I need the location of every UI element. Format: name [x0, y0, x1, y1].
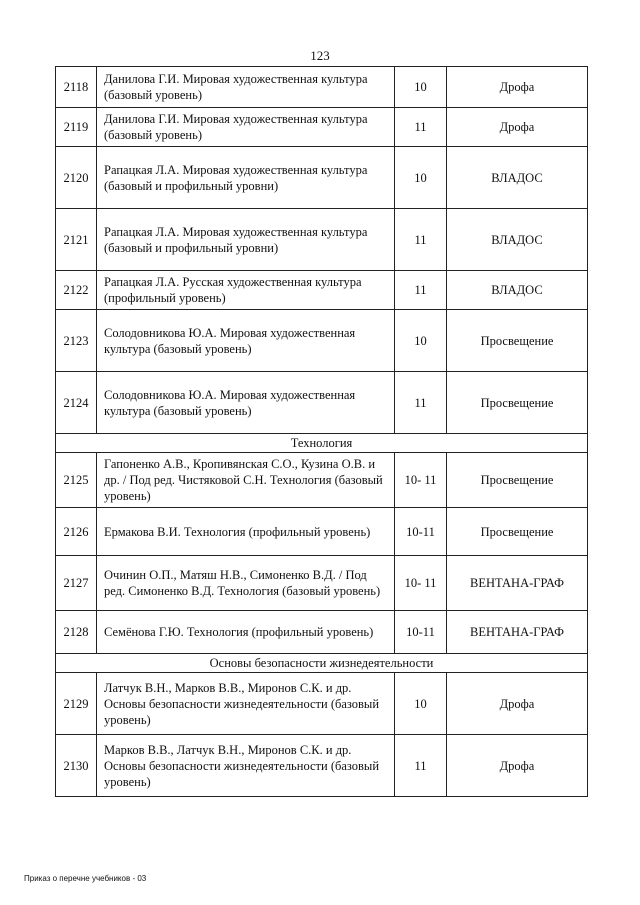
book-title-cell: Очинин О.П., Матяш Н.В., Симоненко В.Д. / Под ред. Симоненко В.Д. Технология (базовый уровень): [97, 556, 395, 611]
grade-cell: 11: [395, 209, 447, 271]
book-title-cell: Солодовникова Ю.А. Мировая художественная культура (базовый уровень): [97, 372, 395, 434]
row-number-cell: 2122: [56, 271, 97, 310]
row-number-cell: 2119: [56, 108, 97, 147]
publisher-cell: Дрофа: [447, 67, 588, 108]
table-row: [56, 508, 588, 556]
table-row: [56, 209, 588, 271]
publisher-cell: ВЕНТАНА-ГРАФ: [447, 556, 588, 611]
table-row: [56, 556, 588, 611]
table-row: [56, 67, 588, 108]
table-body: [56, 67, 588, 797]
page-number: 123: [310, 48, 330, 63]
section-heading: Технология: [56, 434, 588, 453]
grade-cell: 11: [395, 372, 447, 434]
table-row: [56, 310, 588, 372]
grade-cell: 11: [395, 735, 447, 797]
publisher-cell: ВЕНТАНА-ГРАФ: [447, 611, 588, 654]
grade-cell: 10: [395, 310, 447, 372]
publisher-cell: Дрофа: [447, 735, 588, 797]
table-row: [56, 673, 588, 735]
book-title-cell: Латчук В.Н., Марков В.В., Миронов С.К. и др. Основы безопасности жизнедеятельности (базовый уровень): [97, 673, 395, 735]
book-title-cell: Рапацкая Л.А. Мировая художественная культура (базовый и профильный уровни): [97, 209, 395, 271]
grade-cell: 10: [395, 67, 447, 108]
book-title-cell: Солодовникова Ю.А. Мировая художественная культура (базовый уровень): [97, 310, 395, 372]
publisher-cell: Просвещение: [447, 310, 588, 372]
book-title-cell: Марков В.В., Латчук В.Н., Миронов С.К. и др. Основы безопасности жизнедеятельности (базовый уровень): [97, 735, 395, 797]
table-row: [56, 735, 588, 797]
row-number-cell: 2123: [56, 310, 97, 372]
grade-cell: 10- 11: [395, 453, 447, 508]
publisher-cell: Просвещение: [447, 508, 588, 556]
textbook-table: [55, 66, 588, 797]
row-number-cell: 2125: [56, 453, 97, 508]
grade-cell: 11: [395, 271, 447, 310]
publisher-cell: ВЛАДОС: [447, 271, 588, 310]
grade-cell: 11: [395, 108, 447, 147]
row-number-cell: 2121: [56, 209, 97, 271]
book-title-cell: Гапоненко А.В., Кропивянская С.О., Кузина О.В. и др. / Под ред. Чистяковой С.Н. Технология (базовый уровень): [97, 453, 395, 508]
row-number-cell: 2128: [56, 611, 97, 654]
row-number-cell: 2118: [56, 67, 97, 108]
publisher-cell: Дрофа: [447, 108, 588, 147]
grade-cell: 10-11: [395, 611, 447, 654]
row-number-cell: 2127: [56, 556, 97, 611]
book-title-cell: Семёнова Г.Ю. Технология (профильный уровень): [97, 611, 395, 654]
table-row: [56, 108, 588, 147]
publisher-cell: Дрофа: [447, 673, 588, 735]
table-row: [56, 453, 588, 508]
section-heading: Основы безопасности жизнедеятельности: [56, 654, 588, 673]
row-number-cell: 2130: [56, 735, 97, 797]
section-row: [56, 434, 588, 453]
book-title-cell: Данилова Г.И. Мировая художественная культура (базовый уровень): [97, 108, 395, 147]
table-row: [56, 611, 588, 654]
row-number-cell: 2124: [56, 372, 97, 434]
publisher-cell: ВЛАДОС: [447, 209, 588, 271]
row-number-cell: 2126: [56, 508, 97, 556]
book-title-cell: Ермакова В.И. Технология (профильный уровень): [97, 508, 395, 556]
table-row: [56, 147, 588, 209]
table-row: [56, 372, 588, 434]
publisher-cell: Просвещение: [447, 453, 588, 508]
section-row: [56, 654, 588, 673]
row-number-cell: 2129: [56, 673, 97, 735]
table-row: [56, 271, 588, 310]
grade-cell: 10: [395, 147, 447, 209]
footer-text: Приказ о перечне учебников - 03: [24, 874, 147, 883]
grade-cell: 10: [395, 673, 447, 735]
book-title-cell: Рапацкая Л.А. Мировая художественная культура (базовый и профильный уровни): [97, 147, 395, 209]
book-title-cell: Рапацкая Л.А. Русская художественная культура (профильный уровень): [97, 271, 395, 310]
grade-cell: 10-11: [395, 508, 447, 556]
grade-cell: 10- 11: [395, 556, 447, 611]
publisher-cell: ВЛАДОС: [447, 147, 588, 209]
book-title-cell: Данилова Г.И. Мировая художественная культура (базовый уровень): [97, 67, 395, 108]
publisher-cell: Просвещение: [447, 372, 588, 434]
row-number-cell: 2120: [56, 147, 97, 209]
